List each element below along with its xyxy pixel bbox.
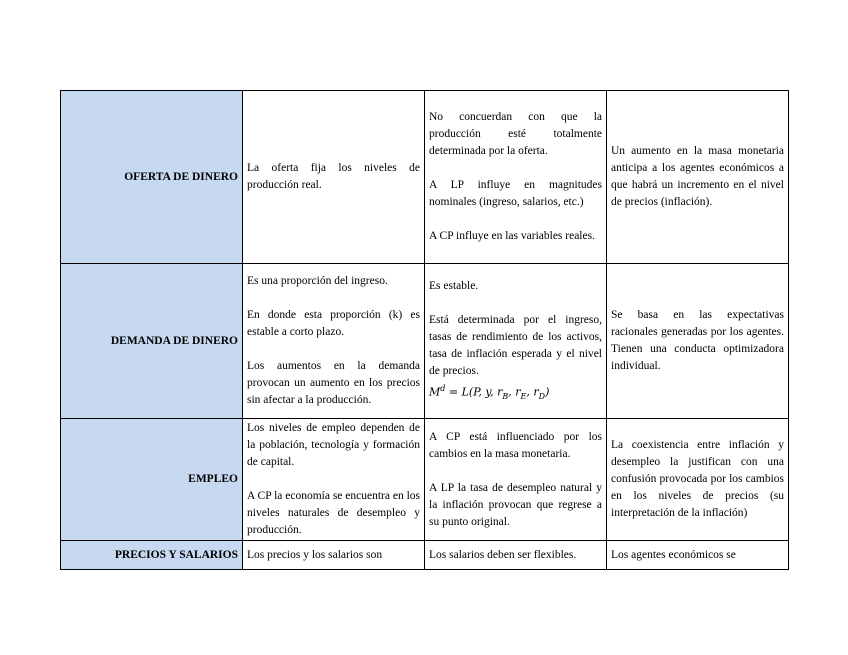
- table-cell: [607, 419, 789, 541]
- cell-text: Es estable.: [429, 279, 479, 292]
- row-header-oferta: OFERTA DE DINERO: [61, 91, 243, 264]
- cell-text: En donde esta proporción (k) es estable a corto plazo.: [247, 309, 420, 338]
- cell-text: A LP la tasa de desempleo natural y la inflación provocan que regrese a su punto original.: [429, 481, 602, 528]
- table-cell: [607, 541, 789, 570]
- table-cell: [243, 91, 425, 264]
- cell-text: Los precios y los salarios son: [247, 548, 383, 561]
- table-row: [61, 541, 789, 570]
- table-cell: [425, 541, 607, 570]
- row-header-precios: PRECIOS Y SALARIOS: [61, 541, 243, 570]
- row-header-demanda: DEMANDA DE DINERO: [61, 264, 243, 419]
- table-cell: [243, 419, 425, 541]
- cell-text: Se basa en las expectativas racionales generadas por los agentes. Tienen una conducta optimizadora individual.: [611, 309, 784, 372]
- table-cell: [425, 91, 607, 264]
- cell-text: La coexistencia entre inflación y desempleo la justifican con una confusión provocada por los cambios en los niveles de precios (su interpretación de la inflación): [611, 439, 784, 519]
- cell-text: La oferta fija los niveles de producción real.: [247, 162, 420, 191]
- table-cell: [243, 264, 425, 419]
- money-demand-formula: $M^d = L(P$, y, $r_B$, $r_E$, $r_D$): [429, 383, 550, 401]
- cell-text: Los agentes económicos se: [611, 548, 736, 561]
- cell-text: Los niveles de empleo dependen de la población, tecnología y formación de capital.: [247, 422, 420, 468]
- row-header-empleo: EMPLEO: [61, 419, 243, 541]
- cell-text: A CP influye en las variables reales.: [429, 230, 595, 242]
- cell-text: Está determinada por el ingreso, tasas de rendimiento de los activos, tasa de inflación esperada y el nivel de precios.: [429, 313, 602, 377]
- table-cell: [607, 91, 789, 264]
- cell-text: Los aumentos en la demanda provocan un aumento en los precios sin afectar a la producción.: [247, 360, 420, 406]
- cell-text: A CP está influenciado por los cambios en la masa monetaria.: [429, 430, 602, 460]
- cell-text: A LP influye en magnitudes nominales (ingreso, salarios, etc.): [429, 179, 602, 208]
- cell-text: Es una proporción del ingreso.: [247, 275, 388, 287]
- cell-text: A CP la economía se encuentra en los niveles naturales de desempleo y producción.: [247, 490, 420, 536]
- table-cell: [425, 264, 607, 419]
- table-cell: [607, 264, 789, 419]
- cell-text: Los salarios deben ser flexibles.: [429, 548, 577, 561]
- table-cell: [425, 419, 607, 541]
- comparison-table: [60, 90, 789, 570]
- cell-text: Un aumento en la masa monetaria anticipa a los agentes económicos a que habrá un incremento en el nivel de precios (inflación).: [611, 145, 784, 208]
- table-row: [61, 264, 789, 419]
- table-row: [61, 91, 789, 264]
- cell-text: No concuerdan con que la producción esté totalmente determinada por la oferta.: [429, 111, 602, 157]
- table-row: [61, 419, 789, 541]
- table-cell: [243, 541, 425, 570]
